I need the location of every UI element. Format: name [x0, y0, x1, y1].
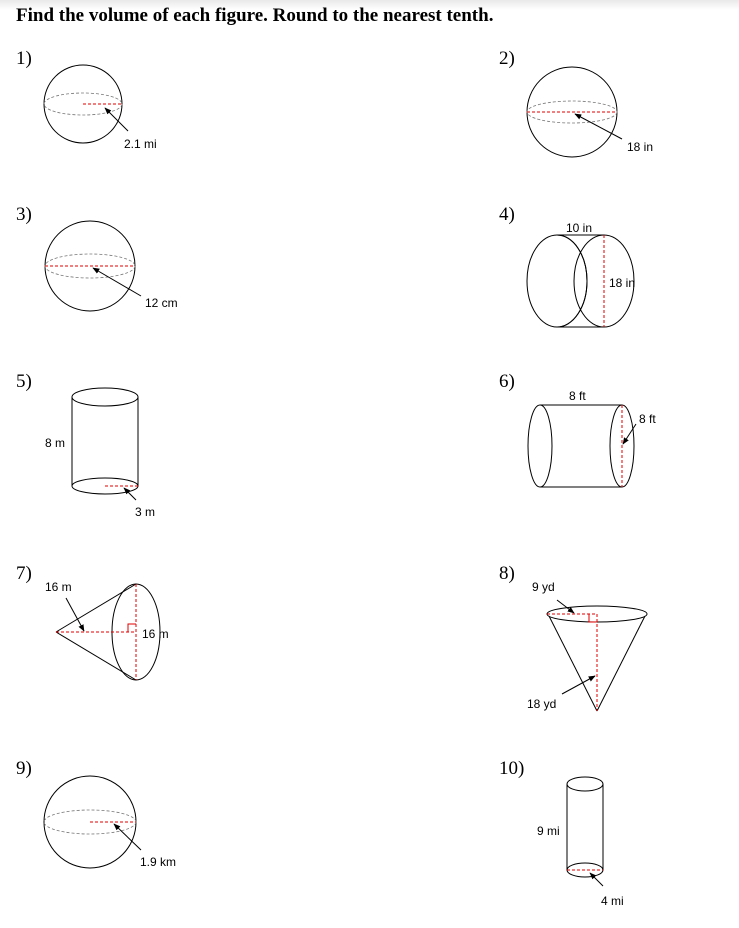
problem-7-height-label: 16 m	[45, 580, 72, 594]
problem-9-sphere	[44, 776, 141, 868]
problem-10-cylinder	[567, 777, 603, 886]
problem-1-radius-label: 2.1 mi	[124, 137, 157, 151]
problem-4-height-label: 10 in	[566, 221, 593, 235]
problem-5-cylinder	[72, 388, 138, 500]
problem-10-number: 10)	[499, 758, 525, 779]
problem-4-number: 4)	[499, 204, 515, 225]
problem-10-diameter-label: 4 mi	[601, 894, 624, 908]
problem-9-number: 9)	[16, 758, 32, 779]
problem-3-number: 3)	[16, 204, 32, 225]
problem-1-sphere	[44, 65, 128, 143]
problem-9-radius-label: 1.9 km	[140, 855, 177, 869]
problem-6-number: 6)	[499, 371, 515, 392]
problem-2-number: 2)	[499, 48, 515, 69]
problem-7-diameter-label: 16 m	[142, 627, 169, 641]
problem-10-height-label: 9 mi	[537, 824, 560, 838]
instructions-heading: Find the volume of each figure. Round to the nearest tenth.	[16, 5, 494, 26]
problem-8-height-label: 18 yd	[527, 697, 557, 711]
problem-5-number: 5)	[16, 371, 32, 392]
problem-8-radius-label: 9 yd	[532, 580, 555, 594]
problem-5-height-label: 8 m	[45, 436, 66, 450]
problem-1-number: 1)	[16, 48, 32, 69]
problem-6-cylinder	[528, 405, 636, 487]
problem-2-radius-label: 18 in	[627, 140, 654, 154]
problem-5-radius-label: 3 m	[135, 505, 156, 519]
problem-7-number: 7)	[16, 563, 32, 584]
problem-3-sphere	[45, 221, 141, 311]
problem-6-height-label: 8 ft	[569, 389, 586, 403]
problem-4-diameter-label: 18 in	[609, 276, 636, 290]
problem-6-diameter-label: 8 ft	[639, 412, 656, 426]
problem-3-diameter-label: 12 cm	[145, 296, 178, 310]
problem-2-sphere	[527, 67, 622, 157]
problem-8-number: 8)	[499, 563, 515, 584]
problem-8-cone	[547, 600, 647, 711]
